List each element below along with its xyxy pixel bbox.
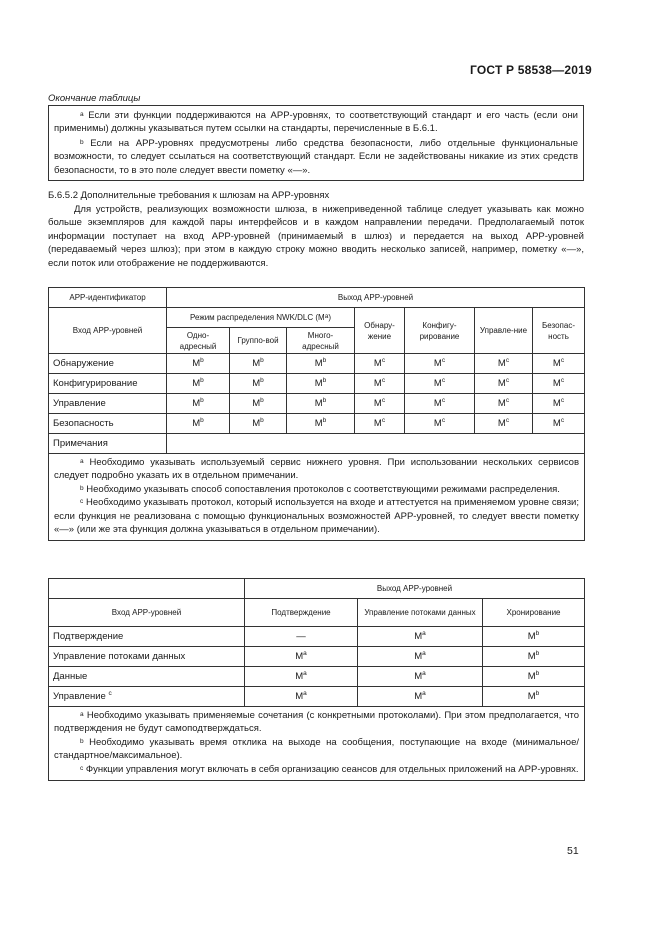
table-cell (533, 354, 585, 374)
table-row (49, 354, 585, 374)
table-cell (475, 374, 533, 394)
output-header: Выход APP-уровней (167, 288, 585, 308)
footnote-mark: a (80, 458, 84, 465)
table-cell (533, 374, 585, 394)
section-body: Для устройств, реализующих возможности шлюза, в нижеприведенной таблице следует указывать как можно больше экземпляров для каждой пары интерфейсов и в каждом направлении передачи. Предполагаемый поток информации поступает на вход APP-уровней (принимаемый в шлюз) и передается на выход APP-уровней (передаваемый через шлюз); при этом в каждую строку можно вводить несколько записей, например, пометку «—», если поток или отображение не поддерживаются. (48, 203, 584, 269)
table-cell (167, 374, 230, 394)
output-header: Выход APP-уровней (245, 579, 585, 599)
cell-value: M (252, 418, 261, 429)
cell-value: M (314, 418, 323, 429)
table-cell (355, 394, 405, 414)
notes-empty-cell (167, 434, 585, 454)
table-cell (287, 374, 355, 394)
section-heading: Б.6.5.2 Дополнительные требования к шлюзам на APP-уровнях (48, 190, 330, 201)
table-cell (358, 647, 483, 667)
col-configuration: Конфигу-рирование (405, 308, 475, 354)
note-text: Если эти функции поддерживаются на APP-уровнях, то соответствующий стандарт и его часть (если они применимы) должны указываться путем ссылки на стандарты, перечисленные в Б.6.1. (54, 110, 578, 135)
cell-value: M (373, 398, 382, 409)
table-cell (355, 354, 405, 374)
mode-header-text: Режим распределения NWK/DLC (M (190, 313, 325, 322)
cell-value: M (192, 378, 201, 389)
table-cell (230, 354, 287, 374)
footnote-mark: a (422, 690, 426, 697)
row-label (49, 667, 245, 687)
footnote-c (54, 763, 579, 776)
footnote-mark: b (260, 417, 264, 424)
footnote-mark: b (80, 484, 84, 492)
footnote-mark: c (80, 764, 84, 772)
footnote-mark: c (505, 397, 510, 404)
footnote-mark: b (322, 417, 327, 424)
cell-value: M (252, 358, 261, 369)
table2-footnotes (49, 707, 585, 781)
table-cell (405, 394, 475, 414)
cell-value: — (296, 631, 306, 642)
cell-value: M (433, 358, 442, 369)
table-row (49, 647, 585, 667)
table-cell (230, 414, 287, 434)
table-cell (230, 394, 287, 414)
footnote-mark: b (322, 377, 327, 384)
footnote-mark: c (505, 417, 510, 424)
footnote-mark: c (441, 417, 446, 424)
note-text: Если на APP-уровнях предусмотрены либо средства безопасности, либо отдельные функциональные возможности, то следует ссылаться на соответствующий стандарт. Если не задействованы никакие из этих средств безопасности, то в это поле следует ввести пометку «—». (54, 137, 579, 176)
footnote-mark: c (381, 397, 386, 404)
table-cell (167, 414, 230, 434)
table-row (49, 627, 585, 647)
table-cell (355, 374, 405, 394)
cell-value: M (373, 378, 382, 389)
app-identifier-header: APP-идентификатор (49, 288, 167, 308)
row-label-text: Подтверждение (53, 631, 124, 642)
cell-value: M (414, 651, 423, 662)
table1-footnotes (49, 454, 585, 541)
cell-value: M (414, 631, 423, 642)
empty-corner-cell (49, 579, 245, 599)
cell-value: M (552, 398, 561, 409)
table-cell (405, 414, 475, 434)
cell-value: M (414, 671, 423, 682)
cell-value: M (497, 418, 506, 429)
table-cell (287, 354, 355, 374)
footnote-mark: b (535, 690, 540, 697)
page-number: 51 (567, 845, 579, 857)
footnote-mark: b (535, 630, 540, 637)
footnote-mark: c (441, 357, 446, 364)
table-cell (533, 394, 585, 414)
cell-value: M (192, 418, 201, 429)
document-standard-header: ГОСТ Р 58538—2019 (470, 63, 592, 77)
cell-value: M (252, 378, 261, 389)
cell-value: M (527, 671, 536, 682)
table-cell (358, 687, 483, 707)
row-label: Обнаружение (49, 354, 167, 374)
footnote-mark: c (560, 377, 565, 384)
col-management: Управле-ние (475, 308, 533, 354)
table-cell (245, 687, 358, 707)
footnote-mark: b (200, 357, 204, 364)
cell-value: M (527, 651, 536, 662)
table-row (49, 687, 585, 707)
table-row (49, 414, 585, 434)
table-end-label: Окончание таблицы (48, 93, 141, 104)
col-acknowledgement: Подтверждение (245, 599, 358, 627)
cell-value: M (552, 418, 561, 429)
table-cell (475, 354, 533, 374)
cell-value: M (552, 378, 561, 389)
cell-value: M (295, 671, 304, 682)
footnote-mark: a (422, 650, 426, 657)
table-cell (475, 394, 533, 414)
flow-control-table (48, 578, 585, 781)
cell-value: M (527, 631, 536, 642)
cell-value: M (433, 378, 442, 389)
footnote-text: Функции управления могут включать в себя организацию сеансов для отдельных приложений на APP-уровнях. (85, 763, 579, 775)
section-b6-5-2 (48, 189, 584, 271)
table-cell (483, 647, 585, 667)
table-cell (475, 414, 533, 434)
footnote-mark: a (303, 670, 307, 677)
gateway-functions-table (48, 287, 585, 541)
cell-value: M (295, 651, 304, 662)
cell-value: M (252, 398, 261, 409)
table-cell (245, 627, 358, 647)
notes-label: Примечания (49, 434, 167, 454)
footnote-mark: c (80, 498, 84, 506)
table-cell (405, 374, 475, 394)
footnote-mark: b (322, 397, 327, 404)
col-groupcast: Группо-вой (230, 328, 287, 354)
row-label: Конфигурирование (49, 374, 167, 394)
cell-value: M (314, 378, 323, 389)
row-label-text: Управление (53, 691, 106, 702)
footnote-mark: b (535, 670, 540, 677)
footnote-mark: b (322, 357, 327, 364)
table-cell (358, 627, 483, 647)
footnote-mark: a (422, 630, 426, 637)
cell-value: M (552, 358, 561, 369)
footnote-mark: c (505, 357, 510, 364)
footnote-mark: a (303, 650, 307, 657)
footnote-mark: c (108, 690, 112, 697)
col-discovery: Обнару-жение (355, 308, 405, 354)
footnote-c (54, 496, 579, 536)
footnote-mark: c (560, 397, 565, 404)
footnote-mark: a (303, 690, 307, 697)
table-cell (287, 414, 355, 434)
previous-table-notes (48, 105, 584, 181)
footnote-mark: c (505, 377, 510, 384)
table-cell (483, 627, 585, 647)
row-label: Управление (49, 394, 167, 414)
cell-value: M (373, 358, 382, 369)
footnote-mark: c (381, 417, 386, 424)
table-cell (483, 667, 585, 687)
distribution-mode-header (167, 308, 355, 328)
footnote-b (54, 736, 579, 763)
footnote-b (54, 483, 579, 496)
footnote-mark: b (200, 397, 204, 404)
cell-value: M (414, 691, 423, 702)
cell-value: M (527, 691, 536, 702)
footnote-mark: c (441, 377, 446, 384)
col-timing: Хронирование (483, 599, 585, 627)
cell-value: M (192, 358, 201, 369)
input-header: Вход APP-уровней (49, 308, 167, 354)
cell-value: M (314, 398, 323, 409)
table-cell (245, 667, 358, 687)
cell-value: M (497, 378, 506, 389)
footnote-mark: c (381, 357, 386, 364)
row-label (49, 647, 245, 667)
col-multicast: Много-адресный (287, 328, 355, 354)
table-cell (358, 667, 483, 687)
footnote-mark: b (260, 357, 264, 364)
col-unicast: Одно-адресный (167, 328, 230, 354)
table-cell (405, 354, 475, 374)
table-cell (287, 394, 355, 414)
footnote-text: Необходимо указывать применяемые сочетания (с конкретными протоколами). При этом предполагается, что подтверждения не будут самоподтверждаться. (54, 710, 579, 735)
footnote-mark: b (260, 397, 264, 404)
input-header: Вход APP-уровней (49, 599, 245, 627)
footnote-text: Необходимо указывать протокол, который используется на входе и аттестуется на применяемом уровне связи; если функция не реализована с помощью функциональных возможностей APP-уровней, то следует ввести пометку «—» (или же эта функция должна указываться в отдельном примечании). (54, 497, 580, 536)
footnote-text: Необходимо указывать способ сопоставления протоколов с соответствующими режимами распределения. (86, 483, 560, 495)
footnote-mark: c (560, 357, 565, 364)
footnote-a (54, 456, 579, 483)
table-row (49, 667, 585, 687)
footnote-mark: b (80, 138, 84, 146)
col-security: Безопас-ность (533, 308, 585, 354)
footnote-mark: c (560, 417, 565, 424)
table-cell (230, 374, 287, 394)
footnote-mark: b (535, 650, 540, 657)
row-label (49, 627, 245, 647)
footnote-mark: b (200, 377, 204, 384)
footnote-text: Необходимо указывать время отклика на выходе на сообщения, поступающие на входе (минимальное/стандартное/максимальное). (54, 736, 579, 762)
footnote-mark: c (441, 397, 446, 404)
mode-header-end: ) (328, 313, 331, 322)
footnote-mark: b (260, 377, 264, 384)
table-row (49, 374, 585, 394)
footnote-mark: b (80, 737, 84, 745)
footnote-a (54, 709, 579, 736)
footnote-mark: b (200, 417, 204, 424)
cell-value: M (295, 691, 304, 702)
row-label-text: Данные (53, 671, 88, 682)
row-label-text: Управление потоками данных (53, 651, 186, 662)
cell-value: M (497, 358, 506, 369)
cell-value: M (433, 398, 442, 409)
footnote-mark: a (324, 313, 329, 320)
footnote-text: Необходимо указывать используемый сервис нижнего уровня. При использовании нескольких сервисов следует подробно указать их в отдельном примечании. (54, 457, 580, 482)
cell-value: M (433, 418, 442, 429)
row-label: Безопасность (49, 414, 167, 434)
footnote-mark: c (381, 377, 386, 384)
table-cell (167, 354, 230, 374)
table-cell (245, 647, 358, 667)
prev-note-b (54, 137, 578, 177)
footnote-mark: a (80, 711, 84, 718)
col-flow-control: Управление потоками данных (358, 599, 483, 627)
cell-value: M (314, 358, 323, 369)
prev-note-a (54, 109, 578, 136)
table-row (49, 394, 585, 414)
footnote-mark: a (422, 670, 426, 677)
table-cell (355, 414, 405, 434)
footnote-mark: a (80, 111, 84, 118)
table-cell (483, 687, 585, 707)
table-cell (533, 414, 585, 434)
cell-value: M (192, 398, 201, 409)
cell-value: M (497, 398, 506, 409)
row-label (49, 687, 245, 707)
table-cell (167, 394, 230, 414)
cell-value: M (373, 418, 382, 429)
